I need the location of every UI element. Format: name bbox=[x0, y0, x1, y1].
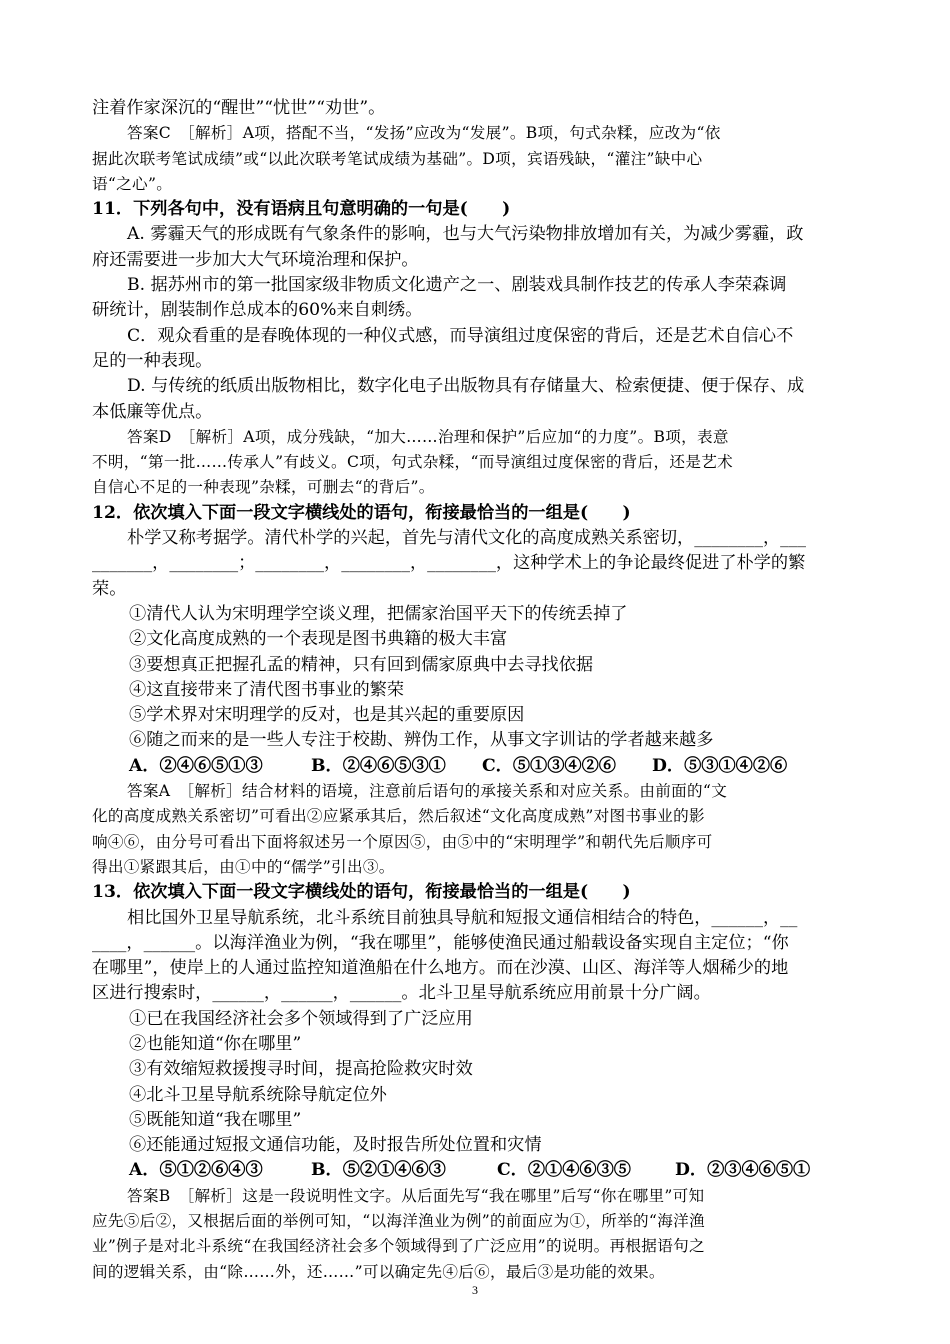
item-line: ②文化高度成熟的一个表现是图书典籍的极大丰富 bbox=[129, 629, 508, 650]
item-line: ③要想真正把握孔孟的精神，只有回到儒家原典中去寻找依据 bbox=[129, 654, 594, 675]
item-line: ②也能知道“你在哪里” bbox=[129, 1033, 302, 1054]
answer-line: 得出①紧跟其后，由①中的“儒学”引出③。 bbox=[92, 857, 395, 876]
text-line: 注着作家深沉的“醒世”“忧世”“劝世”。 bbox=[92, 98, 386, 118]
question-11-stem: 11．下列各句中，没有语病且句意明确的一句是( ) bbox=[92, 199, 511, 220]
choice-d: D．⑤③①④②⑥ bbox=[652, 755, 788, 776]
answer-line: 答案A ［解析］结合材料的语境，注意前后语句的承接关系和对应关系。由前面的“文 bbox=[127, 782, 728, 801]
item-line: ④北斗卫星导航系统除导航定位外 bbox=[129, 1084, 387, 1105]
option-d-line: D. 与传统的纸质出版物相比，数字化电子出版物具有存储量大、检索便捷、便于保存、成 bbox=[127, 376, 805, 397]
choice-d: D．②③④⑥⑤① bbox=[675, 1160, 811, 1181]
passage-line: 在哪里”，使岸上的人通过监控知道渔船在什么地方。而在沙漠、山区、海洋等人烟稀少的地 bbox=[92, 958, 789, 979]
page-number: 3 bbox=[472, 1283, 478, 1297]
option-b-line: 研统计，剧装制作总成本的60%来自刺绣。 bbox=[92, 300, 423, 321]
choice-b: B．⑤②①④⑥③ bbox=[311, 1160, 446, 1181]
choice-b: B．②④⑥⑤③① bbox=[311, 755, 446, 776]
answer-line: 间的逻辑关系，由“除……外，还……”可以确定先④后⑥，最后③是功能的效果。 bbox=[92, 1262, 665, 1281]
choices-line bbox=[92, 1158, 860, 1183]
choice-a: A．②④⑥⑤①③ bbox=[129, 755, 263, 776]
option-a-line: A. 雾霾天气的形成既有气象条件的影响，也与大气污染物排放增加有关，为减少雾霾，政 bbox=[127, 224, 804, 245]
item-line: ③有效缩短救援搜寻时间，提高抢险救灾时效 bbox=[129, 1059, 473, 1080]
answer-line: 答案C ［解析］A项，搭配不当，“发扬”应改为“发展”。B项，句式杂糅，应改为“依 bbox=[127, 124, 721, 143]
answer-line: 化的高度成熟关系密切”可看出②应紧承其后，然后叙述“文化高度成熟”对图书事业的影 bbox=[92, 807, 705, 826]
answer-line: 不明，“第一批……传承人”有歧义。C项，句式杂糅，“而导演组过度保密的背后，还是艺术 bbox=[92, 453, 734, 472]
option-b-line: B. 据苏州市的第一批国家级非物质文化遗产之一、剧装戏具制作技艺的传承人李荣森调 bbox=[127, 275, 787, 296]
item-line: ①已在我国经济社会多个领域得到了广泛应用 bbox=[129, 1008, 473, 1029]
item-line: ④这直接带来了清代图书事业的繁荣 bbox=[129, 679, 405, 700]
choices-line bbox=[92, 754, 860, 779]
answer-line: 据此次联考笔试成绩”或“以此次联考笔试成绩为基础”。D项，宾语残缺，“灌注”缺中心 bbox=[92, 149, 703, 168]
answer-line: 响④⑥，由分号可看出下面将叙述另一个原因⑤，由⑤中的“宋明理学”和朝代先后顺序可 bbox=[92, 832, 713, 851]
choice-c: C．⑤①③④②⑥ bbox=[482, 755, 616, 776]
item-line: ⑤既能知道“我在哪里” bbox=[129, 1109, 302, 1130]
question-12-stem: 12．依次填入下面一段文字横线处的语句，衔接最恰当的一组是( ) bbox=[92, 502, 631, 523]
item-line: ①清代人认为宋明理学空谈义理，把儒家治国平天下的传统丢掉了 bbox=[129, 603, 628, 624]
question-13-stem: 13．依次填入下面一段文字横线处的语句，衔接最恰当的一组是( ) bbox=[92, 882, 631, 903]
answer-line: 语“之心”。 bbox=[92, 174, 173, 193]
passage-line: 朴学又称考据学。清代朴学的兴起，首先与清代文化的高度成熟关系密切，________，___ bbox=[127, 528, 806, 549]
passage-line: 荣。 bbox=[92, 578, 127, 599]
passage-line: 区进行搜索时，______，______，______。北斗卫星导航系统应用前景十分广阔。 bbox=[92, 983, 711, 1004]
passage-line: _______，________；________，________，________，这种学术上的争论最终促进了朴学的繁 bbox=[92, 553, 806, 574]
answer-line: 应先⑤后②，又根据后面的举例可知，“以海洋渔业为例”的前面应为①，所举的“海洋渔 bbox=[92, 1212, 705, 1231]
item-line: ⑤学术界对宋明理学的反对，也是其兴起的重要原因 bbox=[129, 705, 525, 726]
passage-line: 相比国外卫星导航系统，北斗系统目前独具导航和短报文通信相结合的特色，______，__ bbox=[127, 907, 798, 928]
choice-a: A．⑤①②⑥④③ bbox=[129, 1160, 263, 1181]
answer-line: 业”例子是对北斗系统“在我国经济社会多个领域得到了广泛应用”的说明。再根据语句之 bbox=[92, 1237, 705, 1256]
answer-line: 答案D ［解析］A项，成分残缺，“加大……治理和保护”后应加“的力度”。B项，表意 bbox=[127, 427, 729, 446]
item-line: ⑥随之而来的是一些人专注于校勘、辨伪工作，从事文字训诂的学者越来越多 bbox=[129, 730, 714, 751]
answer-line: 答案B ［解析］这是一段说明性文字。从后面先写“我在哪里”后写“你在哪里”可知 bbox=[127, 1186, 705, 1205]
choice-c: C．②①④⑥③⑤ bbox=[497, 1160, 631, 1181]
passage-line: ____，______。以海洋渔业为例，“我在哪里”，能够使渔民通过船载设备实现自主定位；“你 bbox=[92, 932, 789, 953]
item-line: ⑥还能通过短报文通信功能，及时报告所处位置和灾情 bbox=[129, 1135, 542, 1156]
option-d-line: 本低廉等优点。 bbox=[92, 401, 213, 422]
option-c-line: 足的一种表现。 bbox=[92, 350, 213, 371]
option-c-line: C．观众看重的是春晚体现的一种仪式感，而导演组过度保密的背后，还是艺术自信心不 bbox=[127, 325, 794, 346]
answer-line: 自信心不足的一种表现”杂糅，可删去“的背后”。 bbox=[92, 478, 435, 497]
option-a-line: 府还需要进一步加大大气环境治理和保护。 bbox=[92, 249, 419, 270]
document-page bbox=[92, 96, 860, 1285]
